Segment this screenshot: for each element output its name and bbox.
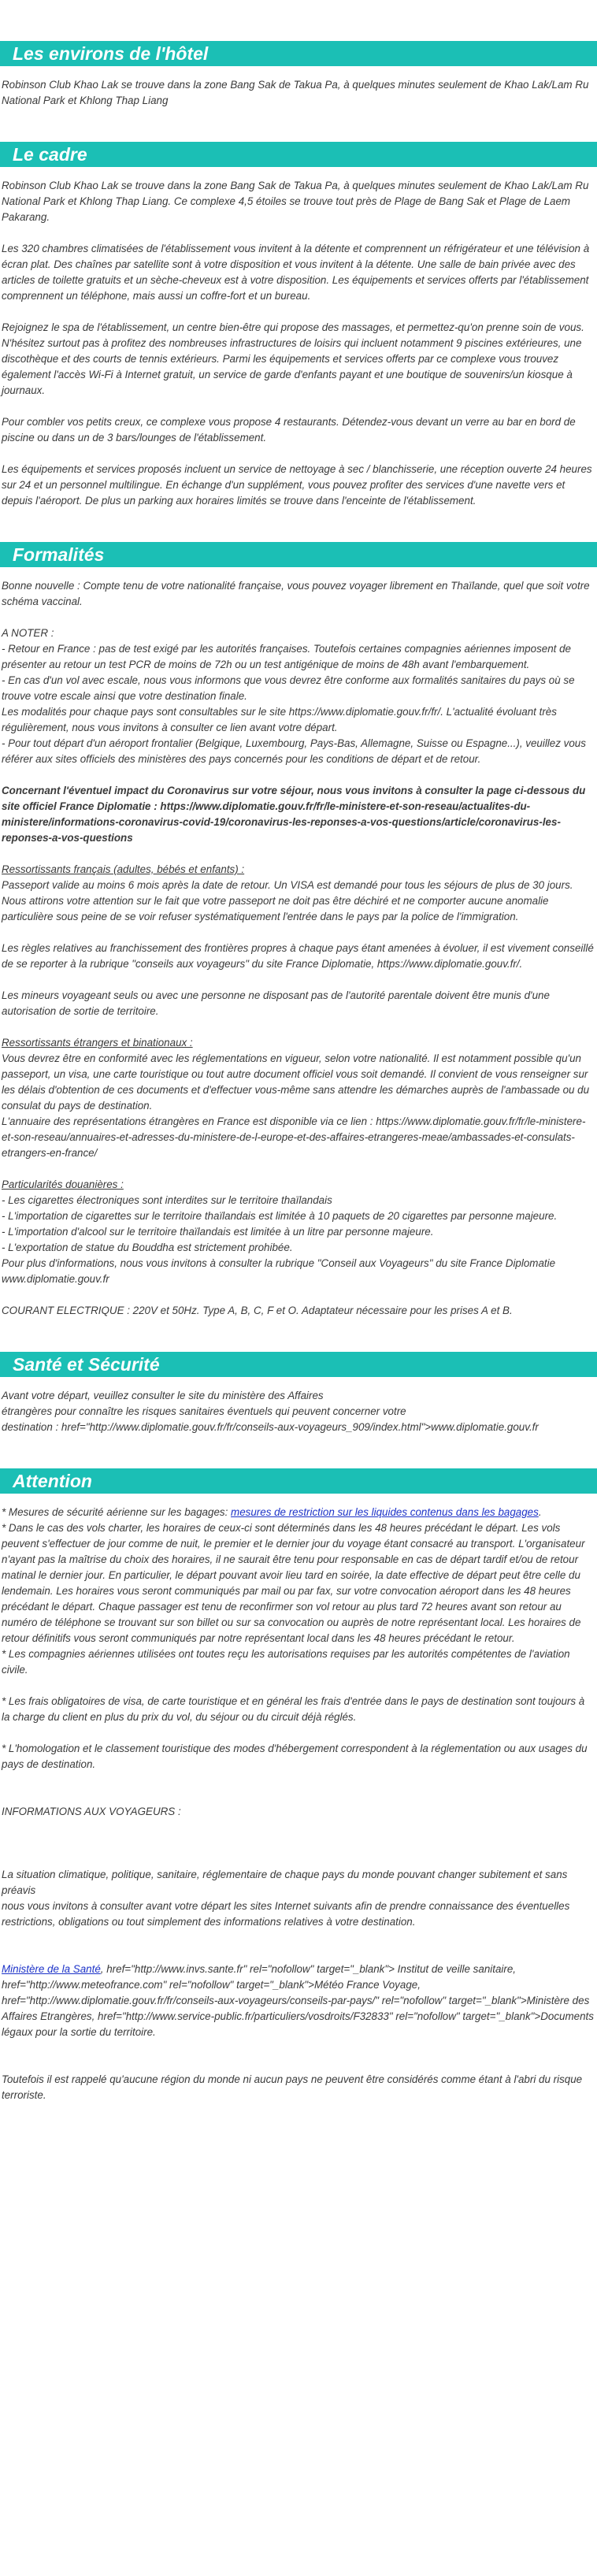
douanieres-line: Pour plus d'informations, nous vous invitons à consulter la rubrique "Conseil aux Voyageurs" du site France Diplomatie www.diplomatie.gouv.fr xyxy=(2,1257,556,1285)
section-attention xyxy=(0,1468,597,2103)
section-sante xyxy=(0,1352,597,1435)
douanieres-line: - L'importation d'alcool sur le territoire thaïlandais est limitée à un litre par personne majeure. xyxy=(2,1226,434,1238)
note-line: Les modalités pour chaque pays sont consultables sur le site https://www.diplomatie.gouv.fr/fr/. L'actualité évoluant très régulièrement, nous vous invitons à consulter ce lien avant votre départ. xyxy=(2,706,557,733)
note-line: - En cas d'un vol avec escale, nous vous informons que vous devrez être conforme aux formalités sanitaires du pays où se trouve votre escale ainsi que votre destination finale. xyxy=(2,674,575,702)
douanieres-heading: Particularités douanières : xyxy=(2,1179,124,1190)
douanieres-line: - L'exportation de statue du Bouddha est strictement prohibée. xyxy=(2,1242,293,1253)
note-heading: A NOTER : xyxy=(2,627,54,639)
corona-notice: Concernant l'éventuel impact du Coronavirus sur votre séjour, nous vous invitons à consulter la page ci-dessous du site officiel France Diplomatie : https://www.diplomatie.gouv.fr/fr/le-ministere-et-son-reseau/actualites-du-ministere/informations-coronavirus-covid-19/coronavirus-les-reponses-a-vos-questions/article/coronavirus-les-reponses-a-vos-questions xyxy=(2,785,586,844)
compagnies-text: * Les compagnies aériennes utilisées ont toutes reçu les autorisations requises par les autorités compétentes de l'aviation civile. xyxy=(2,1648,570,1676)
section-cadre xyxy=(0,142,597,509)
cadre-paragraph: Les 320 chambres climatisées de l'établissement vous invitent à la détente et comprennent un réfrigérateur et une télévision à écran plat. Des chaînes par satellite sont à votre disposition et vous invitent à la détente. Une salle de bain privée avec des articles de toilette gratuits et un sèche-cheveux est à votre disposition. Les équipements et services offerts par l'établissement comprennent un téléphone, mais aussi un coffre-fort et un bureau. xyxy=(2,243,590,302)
situation-text: La situation climatique, politique, sanitaire, réglementaire de chaque pays du monde pouvant changer subitement et sans préavis nous vous invitons à consulter avant votre départ les sites Internet suivants afin de prendre connaissance des éventuelles restrictions, obligations ou tout simplement des informations relatives à votre destination. xyxy=(2,1869,570,1928)
douanieres-line: - L'importation de cigarettes sur le territoire thaïlandais est limitée à 10 paquets de 20 cigarettes par personne majeure. xyxy=(2,1210,558,1222)
mineurs-text: Les mineurs voyageant seuls ou avec une personne ne disposant pas de l'autorité parentale doivent être munis d'une autorisation de sortie de territoire. xyxy=(2,989,550,1017)
cadre-paragraph: Robinson Club Khao Lak se trouve dans la zone Bang Sak de Takua Pa, à quelques minutes seulement de Khao Lak/Lam Ru National Park et Khlong Thap Liang. Ce complexe 4,5 étoiles se trouve tout près de Plage de Bang Sak et Plage de Laem Pakarang. xyxy=(2,180,589,223)
bagages-suffix: . xyxy=(538,1506,542,1518)
douanieres-line: - Les cigarettes électroniques sont interdites sur le territoire thaïlandais xyxy=(2,1194,332,1206)
terrorisme-text: Toutefois il est rappelé qu'aucune région du monde ni aucun pays ne peuvent être considérés comme étant à l'abri du risque terroriste. xyxy=(2,2073,583,2101)
section-formalites xyxy=(0,542,597,1319)
bagages-prefix: * Mesures de sécurité aérienne sur les bagages: xyxy=(2,1506,232,1518)
cadre-paragraph: Rejoignez le spa de l'établissement, un centre bien-être qui propose des massages, et permettez-qu'on prenne soin de vous. N'hésitez surtout pas à profitez des nombreuses infrastructures de loisirs qui incluent notamment 9 piscines extérieures, une discothèque et des courts de tennis extérieurs. Parmi les équipements et services offerts par ce complexe vous trouvez également l'accès Wi-Fi à Internet gratuit, un service de garde d'enfants payant et une boutique de souvenirs/un kiosque à journaux. xyxy=(2,321,584,396)
ministere-rest: , href="http://www.invs.sante.fr" rel="nofollow" target="_blank"> Institut de veille sanitaire, href="http://www.meteofrance.com" rel="nofollow" target="_blank">Météo France Voyage, href="http://www.diplomatie.gouv.fr/fr/conseils-aux-voyageurs/conseils-par-pays/" rel="nofollow" target="_blank">Ministère des Affaires Etrangères, href="http://www.service-public.fr/particuliers/vosdroits/F32833" rel="nofollow" target="_blank">Documents légaux pour la sortie du territoire. xyxy=(2,1963,594,2038)
section-title-sante: Santé et Sécurité xyxy=(0,1352,597,1377)
section-title-attention: Attention xyxy=(0,1468,597,1494)
cadre-paragraph: Pour combler vos petits creux, ce complexe vous propose 4 restaurants. Détendez-vous devant un verre au bar en bord de piscine ou dans un de 3 bars/lounges de l'établissement. xyxy=(2,416,576,444)
ministere-line xyxy=(2,1962,595,2040)
regles-text: Les règles relatives au franchissement des frontières propres à chaque pays étant amenées à évoluer, il est vivement conseillé de se reporter à la rubrique "conseils aux voyageurs" du site France Diplomatie, https://www.diplomatie.gouv.fr/. xyxy=(2,942,594,970)
courant-text: COURANT ELECTRIQUE : 220V et 50Hz. Type A, B, C, F et O. Adaptateur nécessaire pour les prises A et B. xyxy=(2,1305,513,1316)
bagages-restriction-link[interactable]: mesures de restriction sur les liquides contenus dans les bagages xyxy=(231,1506,539,1518)
charter-text: * Dans le cas des vols charter, les horaires de ceux-ci sont déterminés dans les 48 heures précédant le départ. Les vols peuvent s'effectuer de jour comme de nuit, le premier et le dernier jour du voyage étant consacré au transport. L'organisateur n'ayant pas la maîtrise du choix des horaires, il ne saurait être tenu pour responsable en cas de départ tardif et/ou de retour matinal le dernier jour. En particulier, le départ pouvant avoir lieu tard en soirée, la date effective de départ peut être celle du lendemain. Les horaires vous seront communiqués par mail ou par fax, sur votre convocation aéroport dans les 48 heures précédant le départ. Chaque passager est tenu de reconfirmer son vol retour au plus tard 72 heures avant son retour au numéro de téléphone se trouvant sur son billet ou sur sa convocation ou auprès de notre représentant local. Les horaires de retour définitifs vous seront communiqués par notre représentant local dans les 48 heures précédant le retour. xyxy=(2,1522,585,1644)
section-title-environs: Les environs de l'hôtel xyxy=(0,41,597,66)
sante-text: Avant votre départ, veuillez consulter le site du ministère des Affaires étrangères pour connaître les risques sanitaires éventuels qui peuvent concerner votre destination : href="http://www.diplomatie.gouv.fr/fr/conseils-aux-voyageurs_909/index.html">www.diplomatie.gouv.fr xyxy=(2,1390,539,1433)
environs-text: Robinson Club Khao Lak se trouve dans la zone Bang Sak de Takua Pa, à quelques minutes seulement de Khao Lak/Lam Ru National Park et Khlong Thap Liang xyxy=(2,79,589,106)
bagages-line xyxy=(2,1505,595,1520)
section-title-formalites: Formalités xyxy=(0,542,597,567)
formalites-intro: Bonne nouvelle : Compte tenu de votre nationalité française, vous pouvez voyager librement en Thaïlande, quel que soit votre schéma vaccinal. xyxy=(2,580,590,607)
homologation-text: * L'homologation et le classement touristique des modes d'hébergement correspondent à la réglementation ou aux usages du pays de destination. xyxy=(2,1743,588,1770)
ministere-sante-link[interactable]: Ministère de la Santé xyxy=(2,1963,101,1975)
note-line: - Retour en France : pas de test exigé par les autorités françaises. Toutefois certaines compagnies aériennes imposent de présenter au retour un test PCR de moins de 72h ou un test antigénique de moins de 48h avant l'embarquement. xyxy=(2,643,571,670)
infos-voyageurs-heading: INFORMATIONS AUX VOYAGEURS : xyxy=(2,1806,181,1817)
frais-text: * Les frais obligatoires de visa, de carte touristique et en général les frais d'entrée dans le pays de destination sont toujours à la charge du client en plus du prix du vol, du séjour ou du circuit déjà réglés. xyxy=(2,1695,585,1723)
note-line: - Pour tout départ d'un aéroport frontalier (Belgique, Luxembourg, Pays-Bas, Allemagne, Suisse ou Espagne...), veuillez vous référer aux sites officiels des ministères des pays concernés pour les conditions de départ et de retour. xyxy=(2,737,586,765)
ressortissants-heading: Ressortissants français (adultes, bébés et enfants) : xyxy=(2,863,245,875)
section-environs xyxy=(0,41,597,109)
section-title-cadre: Le cadre xyxy=(0,142,597,167)
ressortissants-text: Passeport valide au moins 6 mois après la date de retour. Un VISA est demandé pour tous les séjours de plus de 30 jours. Nous attirons votre attention sur le fait que votre passeport ne doit pas être déchiré et ne comporter aucune anomalie particulière sous peine de se voir refuser systématiquement l'entrée dans le pays par la police de l'immigration. xyxy=(2,879,573,922)
etrangers-heading: Ressortissants étrangers et binationaux : xyxy=(2,1037,193,1049)
etrangers-text: Vous devrez être en conformité avec les réglementations en vigueur, selon votre nationalité. Il est notamment possible qu'un passeport, un visa, une carte touristique ou tout autre document officiel vous soit demandé. Il convient de vous renseigner sur les délais d'obtention de ces documents et d'effectuer vous-même sans attendre les démarches auprès de l'ambassade ou du consulat du pays de destination. xyxy=(2,1052,590,1112)
cadre-paragraph: Les équipements et services proposés incluent un service de nettoyage à sec / blanchisserie, une réception ouverte 24 heures sur 24 et un personnel multilingue. En échange d'un supplément, vous pouvez profiter des services d'une navette vers et depuis l'aéroport. De plus un parking aux horaires limités se trouve dans l'enceinte de l'établissement. xyxy=(2,463,592,507)
annuaire-text: L'annuaire des représentations étrangères en France est disponible via ce lien : https://www.diplomatie.gouv.fr/fr/le-ministere-et-son-reseau/annuaires-et-adresses-du-ministere-de-l-europe-et-des-affaires-etrangeres-meae/ambassades-et-consulats-etrangers-en-france/ xyxy=(2,1115,586,1159)
